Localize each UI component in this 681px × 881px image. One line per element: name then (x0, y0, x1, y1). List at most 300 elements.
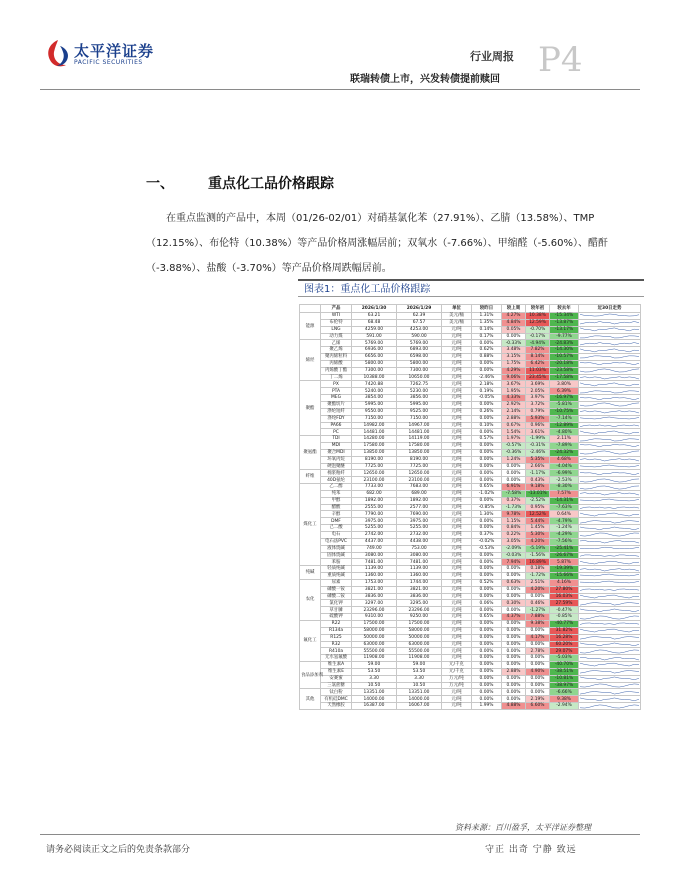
price-today-cell: 11908.00 (352, 655, 397, 662)
change-week-cell: 3.48% (502, 347, 526, 354)
price-prev-cell: 17500.00 (397, 620, 442, 627)
unit-cell: 元/吨 (442, 436, 472, 443)
price-today-cell: 3975.00 (352, 518, 397, 525)
product-cell: 电石法PVC (321, 538, 352, 545)
change-day-cell: 0.62% (472, 347, 502, 354)
change-day-cell: 0.65% (472, 614, 502, 621)
unit-cell: 元/千克 (442, 662, 472, 669)
trend-sparkline (580, 615, 639, 620)
trend-sparkline-cell (579, 662, 641, 669)
product-cell: 氯化钾 (321, 600, 352, 607)
product-cell: 固体烧碱 (321, 552, 352, 559)
table-row (300, 374, 641, 381)
price-today-cell: 68.48 (352, 319, 397, 326)
change-ytd-cell: -0.70% (526, 326, 550, 333)
change-yoy-cell: 4.16% (550, 579, 579, 586)
change-yoy-cell: -20.18% (550, 360, 579, 367)
table-row (300, 648, 641, 655)
change-yoy-cell: -13.87% (550, 319, 579, 326)
section-title: 重点化工品价格跟踪 (208, 176, 334, 192)
unit-cell: 元/吨 (442, 347, 472, 354)
price-today-cell: 9310.00 (352, 614, 397, 621)
price-prev-cell: 1139.00 (397, 566, 442, 573)
category-cell: 煤化工 (300, 484, 321, 566)
price-today-cell: 17500.00 (352, 620, 397, 627)
price-today-cell: 10388.00 (352, 374, 397, 381)
unit-cell: 元/吨 (442, 586, 472, 593)
change-ytd-cell: 7.88% (526, 614, 550, 621)
product-cell: TDI (321, 436, 352, 443)
change-ytd-cell: 2.78% (526, 648, 550, 655)
price-today-cell: 14481.00 (352, 429, 397, 436)
product-cell: 草甘膦 (321, 607, 352, 614)
trend-sparkline-cell (579, 429, 641, 436)
price-table (299, 304, 641, 710)
table-row (300, 538, 641, 545)
price-today-cell: 2555.00 (352, 504, 397, 511)
change-ytd-cell: 9.18% (526, 484, 550, 491)
change-yoy-cell: 31.82% (550, 627, 579, 634)
trend-sparkline (580, 409, 639, 414)
change-week-cell: 0.37% (502, 497, 526, 504)
change-week-cell: 0.30% (502, 600, 526, 607)
unit-cell: 元/吨 (442, 477, 472, 484)
table-row (300, 497, 641, 504)
change-day-cell: 0.52% (472, 579, 502, 586)
product-cell: 丁二烯 (321, 374, 352, 381)
change-ytd-cell: -2.46% (526, 449, 550, 456)
change-day-cell: 0.00% (472, 449, 502, 456)
summary-paragraph: 在重点监测的产品中，本周（01/26-02/01）对硝基氯化苯（27.91%）、乙腈（13.58%）、TMP（12.15%）、布伦特（10.38%）等产品价格周涨幅居前；双氧水（-7.66%）、甲缩醛（-5.60%）、醋酐（-3.88%）、盐酸（-3.70%）等产品价格周跌幅居前。 (146, 213, 609, 274)
price-today-cell: 10.50 (352, 682, 397, 689)
unit-cell: 元/吨 (442, 511, 472, 518)
change-week-cell: 4.84% (502, 319, 526, 326)
change-day-cell: -0.85% (472, 504, 502, 511)
price-today-cell: 63000.00 (352, 641, 397, 648)
change-day-cell: 0.00% (472, 559, 502, 566)
change-yoy-cell: -24.32% (550, 449, 579, 456)
change-week-cell: 4.29% (502, 367, 526, 374)
change-ytd-cell: -1.56% (526, 552, 550, 559)
trend-sparkline-cell (579, 477, 641, 484)
change-week-cell: 0.05% (502, 326, 526, 333)
table-row (300, 388, 641, 395)
change-day-cell: 1.30% (472, 511, 502, 518)
change-week-cell: 0.00% (502, 655, 526, 662)
price-prev-cell: 4253.00 (397, 326, 442, 333)
change-yoy-cell: -23.58% (550, 367, 579, 374)
trend-sparkline-cell (579, 456, 641, 463)
product-cell: 硬泡聚醚 (321, 463, 352, 470)
change-day-cell: 0.00% (472, 429, 502, 436)
price-prev-cell: 689.00 (397, 490, 442, 497)
price-today-cell: 3.30 (352, 675, 397, 682)
header-cell (300, 305, 321, 313)
change-day-cell: 0.00% (472, 675, 502, 682)
price-today-cell: 7725.00 (352, 463, 397, 470)
trend-sparkline-cell (579, 360, 641, 367)
change-day-cell: 0.10% (472, 422, 502, 429)
trend-sparkline-cell (579, 470, 641, 477)
table-header-row (300, 305, 641, 313)
table-row (300, 443, 641, 450)
unit-cell: 元/吨 (442, 360, 472, 367)
price-today-cell: 3297.00 (352, 600, 397, 607)
change-day-cell: 0.00% (472, 367, 502, 374)
change-week-cell: 9.06% (502, 374, 526, 381)
change-ytd-cell: 5.44% (526, 518, 550, 525)
price-today-cell: 23100.00 (352, 477, 397, 484)
change-ytd-cell: 0.79% (526, 408, 550, 415)
product-cell: LNG (321, 326, 352, 333)
table-row (300, 662, 641, 669)
change-ytd-cell: 2.19% (526, 696, 550, 703)
change-week-cell: 2.14% (502, 408, 526, 415)
change-week-cell: 1.95% (502, 388, 526, 395)
trend-sparkline (580, 601, 639, 606)
change-week-cell: 1.54% (502, 429, 526, 436)
trend-sparkline-cell (579, 614, 641, 621)
change-week-cell: 0.00% (502, 463, 526, 470)
unit-cell: 元/吨 (442, 600, 472, 607)
change-week-cell: 0.00% (502, 566, 526, 573)
trend-sparkline-cell (579, 340, 641, 347)
header-cell: 2026/1/30 (352, 305, 397, 313)
table-row (300, 415, 641, 422)
change-week-cell: 3.67% (502, 381, 526, 388)
table-row (300, 490, 641, 497)
product-cell: 有机硅DMC (321, 696, 352, 703)
trend-sparkline (580, 396, 639, 401)
price-today-cell: 7300.00 (352, 367, 397, 374)
trend-sparkline (580, 389, 639, 394)
header-cell: 近30日走势 (579, 305, 641, 313)
product-cell: MEG (321, 395, 352, 402)
trend-sparkline-cell (579, 696, 641, 703)
price-prev-cell: 59.00 (397, 662, 442, 669)
product-cell: 辛醇 (321, 511, 352, 518)
change-day-cell: -1.02% (472, 490, 502, 497)
change-week-cell: -7.58% (502, 490, 526, 497)
source-note: 资料来源：百川盈孚，太平洋证券整理 (455, 823, 591, 832)
unit-cell: 元/吨 (442, 552, 472, 559)
category-cell: 纯碱 (300, 566, 321, 580)
price-prev-cell: 6598.00 (397, 354, 442, 361)
change-yoy-cell: 27.59% (550, 600, 579, 607)
unit-cell: 万元/吨 (442, 682, 472, 689)
table-row (300, 627, 641, 634)
change-ytd-cell: 6.60% (526, 703, 550, 710)
trend-sparkline-cell (579, 436, 641, 443)
price-today-cell: 1753.00 (352, 579, 397, 586)
change-day-cell: 0.00% (472, 415, 502, 422)
trend-sparkline-cell (579, 326, 641, 333)
unit-cell: 元/吨 (442, 429, 472, 436)
change-yoy-cell: -38.51% (550, 668, 579, 675)
product-cell: 重质纯碱 (321, 573, 352, 580)
product-cell: WTI (321, 313, 352, 320)
price-today-cell: 16387.00 (352, 703, 397, 710)
trend-sparkline (580, 471, 639, 476)
price-prev-cell: 7262.75 (397, 381, 442, 388)
product-cell: R125 (321, 634, 352, 641)
unit-cell: 元/吨 (442, 545, 472, 552)
trend-sparkline-cell (579, 600, 641, 607)
change-yoy-cell: -19.39% (550, 566, 579, 573)
change-week-cell: 3.15% (502, 354, 526, 361)
change-ytd-cell: 2.66% (526, 463, 550, 470)
table-row (300, 703, 641, 710)
change-ytd-cell: 0.95% (526, 504, 550, 511)
trend-sparkline (580, 348, 639, 353)
change-week-cell: 0.00% (502, 648, 526, 655)
change-yoy-cell: -7.14% (550, 415, 579, 422)
price-prev-cell: 12650.00 (397, 470, 442, 477)
price-prev-cell: 13850.00 (397, 449, 442, 456)
change-yoy-cell: 16.28% (550, 634, 579, 641)
trend-sparkline-cell (579, 525, 641, 532)
trend-sparkline-cell (579, 374, 641, 381)
table-row (300, 313, 641, 320)
change-week-cell: 7.94% (502, 559, 526, 566)
unit-cell: 元/吨 (442, 648, 472, 655)
header-cell: 较年初 (526, 305, 550, 313)
trend-sparkline-cell (579, 319, 641, 326)
unit-cell: 元/吨 (442, 696, 472, 703)
unit-cell: 元/吨 (442, 340, 472, 347)
change-week-cell: 4.33% (502, 395, 526, 402)
product-cell: 布伦特 (321, 319, 352, 326)
product-cell: 安赛蜜 (321, 675, 352, 682)
price-today-cell: 3080.00 (352, 552, 397, 559)
change-yoy-cell: -15.66% (550, 573, 579, 580)
change-ytd-cell: 9.38% (526, 620, 550, 627)
change-yoy-cell: 29.07% (550, 648, 579, 655)
trend-sparkline (580, 423, 639, 428)
trend-sparkline-cell (579, 490, 641, 497)
change-ytd-cell: -5.19% (526, 545, 550, 552)
change-week-cell: 3.05% (502, 538, 526, 545)
trend-sparkline (580, 621, 639, 626)
change-week-cell: 1.24% (502, 456, 526, 463)
trend-sparkline-cell (579, 627, 641, 634)
change-day-cell: 0.00% (472, 682, 502, 689)
change-week-cell: 2.92% (502, 401, 526, 408)
change-day-cell: 1.35% (472, 319, 502, 326)
change-week-cell: 0.00% (502, 573, 526, 580)
change-yoy-cell: -40.70% (550, 662, 579, 669)
figure-title: 图表1：重点化工品价格跟踪 (298, 279, 644, 297)
trend-sparkline (580, 635, 639, 640)
table-row (300, 634, 641, 641)
price-today-cell: 591.00 (352, 333, 397, 340)
change-ytd-cell: 23.45% (526, 374, 550, 381)
footer-divider (40, 834, 640, 835)
trend-sparkline (580, 662, 639, 667)
change-day-cell: 0.00% (472, 648, 502, 655)
trend-sparkline-cell (579, 395, 641, 402)
change-day-cell: 0.00% (472, 456, 502, 463)
price-prev-cell: 3821.00 (397, 586, 442, 593)
product-cell: 电石 (321, 532, 352, 539)
report-type: 行业周报 (470, 50, 514, 63)
header-cell: 单位 (442, 305, 472, 313)
trend-sparkline-cell (579, 675, 641, 682)
report-title: 联瑞转债上市，兴发转债提前赎回 (350, 74, 500, 85)
change-day-cell: 0.00% (472, 662, 502, 669)
unit-cell: 元/吨 (442, 538, 472, 545)
product-cell: PTA (321, 388, 352, 395)
price-today-cell: 5255.00 (352, 525, 397, 532)
trend-sparkline-cell (579, 593, 641, 600)
price-today-cell: 7733.00 (352, 484, 397, 491)
trend-sparkline-cell (579, 634, 641, 641)
change-yoy-cell: 2.11% (550, 436, 579, 443)
unit-cell: 元/吨 (442, 579, 472, 586)
trend-sparkline (580, 334, 639, 339)
product-cell: 聚丙烯粒料 (321, 354, 352, 361)
trend-sparkline (580, 697, 639, 702)
price-today-cell: 50000.00 (352, 634, 397, 641)
change-day-cell: 0.00% (472, 566, 502, 573)
table-row (300, 518, 641, 525)
price-today-cell: 5995.00 (352, 401, 397, 408)
unit-cell: 万元/吨 (442, 675, 472, 682)
trend-sparkline-cell (579, 586, 641, 593)
trend-sparkline-cell (579, 354, 641, 361)
price-prev-cell: 67.57 (397, 319, 442, 326)
price-today-cell: 5769.00 (352, 340, 397, 347)
change-day-cell: 0.00% (472, 443, 502, 450)
change-ytd-cell: -1.99% (526, 436, 550, 443)
table-row (300, 463, 641, 470)
product-cell: R22 (321, 620, 352, 627)
category-cell: 能源 (300, 313, 321, 340)
price-today-cell: 3854.00 (352, 395, 397, 402)
change-day-cell: 0.88% (472, 354, 502, 361)
change-day-cell: -0.53% (472, 545, 502, 552)
trend-sparkline-cell (579, 333, 641, 340)
unit-cell: 元/吨 (442, 689, 472, 696)
price-today-cell: 7481.00 (352, 559, 397, 566)
table-row (300, 395, 641, 402)
trend-sparkline (580, 416, 639, 421)
change-week-cell: 0.00% (502, 607, 526, 614)
change-yoy-cell: -12.89% (550, 422, 579, 429)
price-today-cell: 5240.00 (352, 388, 397, 395)
unit-cell: 元/吨 (442, 573, 472, 580)
change-yoy-cell: -8.30% (550, 484, 579, 491)
unit-cell: 元/吨 (442, 395, 472, 402)
trend-sparkline (580, 375, 639, 380)
unit-cell: 元/吨 (442, 333, 472, 340)
change-yoy-cell: -1.24% (550, 525, 579, 532)
price-today-cell: 23296.00 (352, 607, 397, 614)
product-cell: 丙烯酸丁酯 (321, 367, 352, 374)
price-today-cell: 5800.00 (352, 360, 397, 367)
change-ytd-cell: 0.00% (526, 641, 550, 648)
trend-sparkline-cell (579, 367, 641, 374)
table-row (300, 456, 641, 463)
table-row (300, 607, 641, 614)
table-row (300, 326, 641, 333)
table-row (300, 429, 641, 436)
change-ytd-cell: -0.17% (526, 333, 550, 340)
trend-sparkline-cell (579, 620, 641, 627)
change-week-cell: 4.37% (502, 614, 526, 621)
change-yoy-cell: -4.29% (550, 532, 579, 539)
change-week-cell: -1.73% (502, 504, 526, 511)
disclaimer-note: 请务必阅读正文之后的免责条款部分 (46, 845, 191, 855)
price-today-cell: 1892.00 (352, 497, 397, 504)
table-row (300, 655, 641, 662)
price-today-cell: 682.00 (352, 490, 397, 497)
trend-sparkline-cell (579, 559, 641, 566)
price-today-cell: 14982.00 (352, 422, 397, 429)
price-today-cell: 7790.00 (352, 511, 397, 518)
table-row (300, 484, 641, 491)
change-week-cell: 0.22% (502, 532, 526, 539)
change-week-cell: -0.33% (502, 340, 526, 347)
change-yoy-cell: 6.39% (550, 388, 579, 395)
table-row (300, 347, 641, 354)
price-today-cell: 4259.00 (352, 326, 397, 333)
unit-cell: 元/吨 (442, 490, 472, 497)
unit-cell: 元/吨 (442, 634, 472, 641)
change-week-cell: 9.78% (502, 511, 526, 518)
change-ytd-cell: 5.30% (526, 532, 550, 539)
price-prev-cell: 2577.00 (397, 504, 442, 511)
trend-sparkline (580, 628, 639, 633)
table-row (300, 545, 641, 552)
price-prev-cell: 6893.00 (397, 347, 442, 354)
change-day-cell: 0.19% (472, 388, 502, 395)
trend-sparkline (580, 512, 639, 517)
product-cell: 聚酯切片 (321, 401, 352, 408)
change-day-cell: 1.99% (472, 703, 502, 710)
change-week-cell: 0.00% (502, 689, 526, 696)
trend-sparkline (580, 320, 639, 325)
change-day-cell: 0.00% (472, 477, 502, 484)
company-motto: 守正 出奇 宁静 致远 (485, 845, 577, 855)
price-prev-cell: 2732.00 (397, 532, 442, 539)
product-cell: DMF (321, 518, 352, 525)
unit-cell: 元/吨 (442, 518, 472, 525)
product-cell: 三氯蔗糖 (321, 682, 352, 689)
change-yoy-cell: -4.79% (550, 518, 579, 525)
change-day-cell: 0.00% (472, 689, 502, 696)
price-today-cell: 55500.00 (352, 648, 397, 655)
trend-sparkline (580, 402, 639, 407)
product-cell: 丙烯酸 (321, 360, 352, 367)
price-prev-cell: 5995.00 (397, 401, 442, 408)
product-cell: R32 (321, 641, 352, 648)
product-cell: 醋酸 (321, 504, 352, 511)
change-yoy-cell: -5.81% (550, 401, 579, 408)
trend-sparkline (580, 580, 639, 585)
trend-sparkline (580, 498, 639, 503)
unit-cell: 元/吨 (442, 367, 472, 374)
price-prev-cell: 3836.00 (397, 593, 442, 600)
trend-sparkline-cell (579, 484, 641, 491)
change-day-cell: 0.00% (472, 552, 502, 559)
price-today-cell: 2742.00 (352, 532, 397, 539)
price-prev-cell: 58000.00 (397, 627, 442, 634)
product-cell: 苯胺 (321, 559, 352, 566)
change-ytd-cell: 3.72% (526, 401, 550, 408)
price-today-cell: 3821.00 (352, 586, 397, 593)
change-yoy-cell: -10.57% (550, 354, 579, 361)
